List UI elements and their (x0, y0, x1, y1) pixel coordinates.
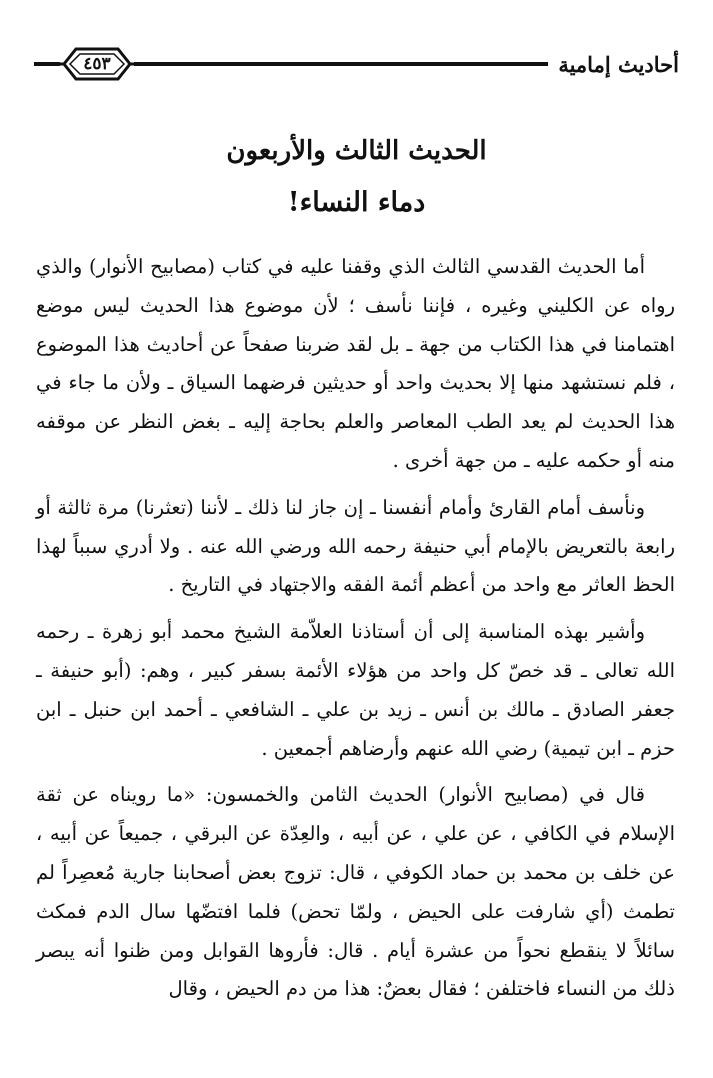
chapter-title: الحديث الثالث والأربعون (226, 136, 487, 166)
paragraph: وأشير بهذه المناسبة إلى أن أستاذنا العلاّمة الشيخ محمد أبو زهرة ـ رحمه الله تعالى ـ قد خصّ كل واحد من هؤلاء الأئمة بسفر كبير ، وهم: (أبو حنيفة ـ جعفر الصادق ـ مالك بن أنس ـ زيد بن علي ـ الشافعي ـ أحمد ابن حنبل ـ ابن حزم ـ ابن تيمية) رضي الله عنهم وأرضاهم أجمعين . (36, 620, 675, 760)
header-rule-end (34, 62, 60, 66)
book-title: أحاديث إمامية (558, 51, 679, 77)
page-number-ornament (60, 44, 134, 84)
page-number: ٤٥٣ (83, 54, 111, 74)
paragraph: قال في (مصابيح الأنوار) الحديث الثامن والخمسون: «ما رويناه عن ثقة الإسلام في الكافي ، عن علي ، عن أبيه ، والعِدّة عن البرقي ، جميعاً عن أبيه ، عن خلف بن محمد بن حماد الكوفي ، قال: تزوج بعض أصحابنا جارية مُعصِراً لم تطمث (أي شارفت على الحيض ، ولمّا تحض) فلما افتضّها سال الدم فمكث سائلاً لا ينقطع نحواً من عشرة أيام . قال: فأروها القوابل ومن ظنوا أنه يبصر ذلك من النساء فاختلفن ؛ فقال بعضٌ: هذا من دم الحيض ، وقال (36, 783, 675, 1001)
running-header (34, 44, 679, 84)
body-text (36, 248, 675, 1009)
paragraph: ونأسف أمام القارئ وأمام أنفسنا ـ إن جاز لنا ذلك ـ لأننا (تعثرنا) مرة ثالثة أو رابعة بالتعريض بالإمام أبي حنيفة رحمه الله ورضي الله عنه . ولا أدري سبباً لهذا الحظ العاثر مع واحد من أعظم أئمة الفقه والاجتهاد في التاريخ . (36, 495, 675, 597)
header-rule (134, 62, 548, 66)
chapter-subtitle: دماء النساء! (287, 187, 426, 218)
paragraph: أما الحديث القدسي الثالث الذي وقفنا عليه في كتاب (مصابيح الأنوار) والذي رواه عن الكليني وغيره ، فإننا نأسف ؛ لأن موضوع هذا الحديث ليس موضع اهتمامنا في هذا الكتاب من جهة ـ بل لقد ضربنا صفحاً عن أحاديث هذا الموضوع ، فلم نستشهد منها إلا بحديث واحد أو حديثين فرضهما السياق ـ ولأن ما جاء في هذا الحديث لم يعد الطب المعاصر والعلم بحاجة إليه ـ بغض النظر عن موقفه منه أو حكمه عليه ـ من جهة أخرى . (36, 255, 675, 472)
